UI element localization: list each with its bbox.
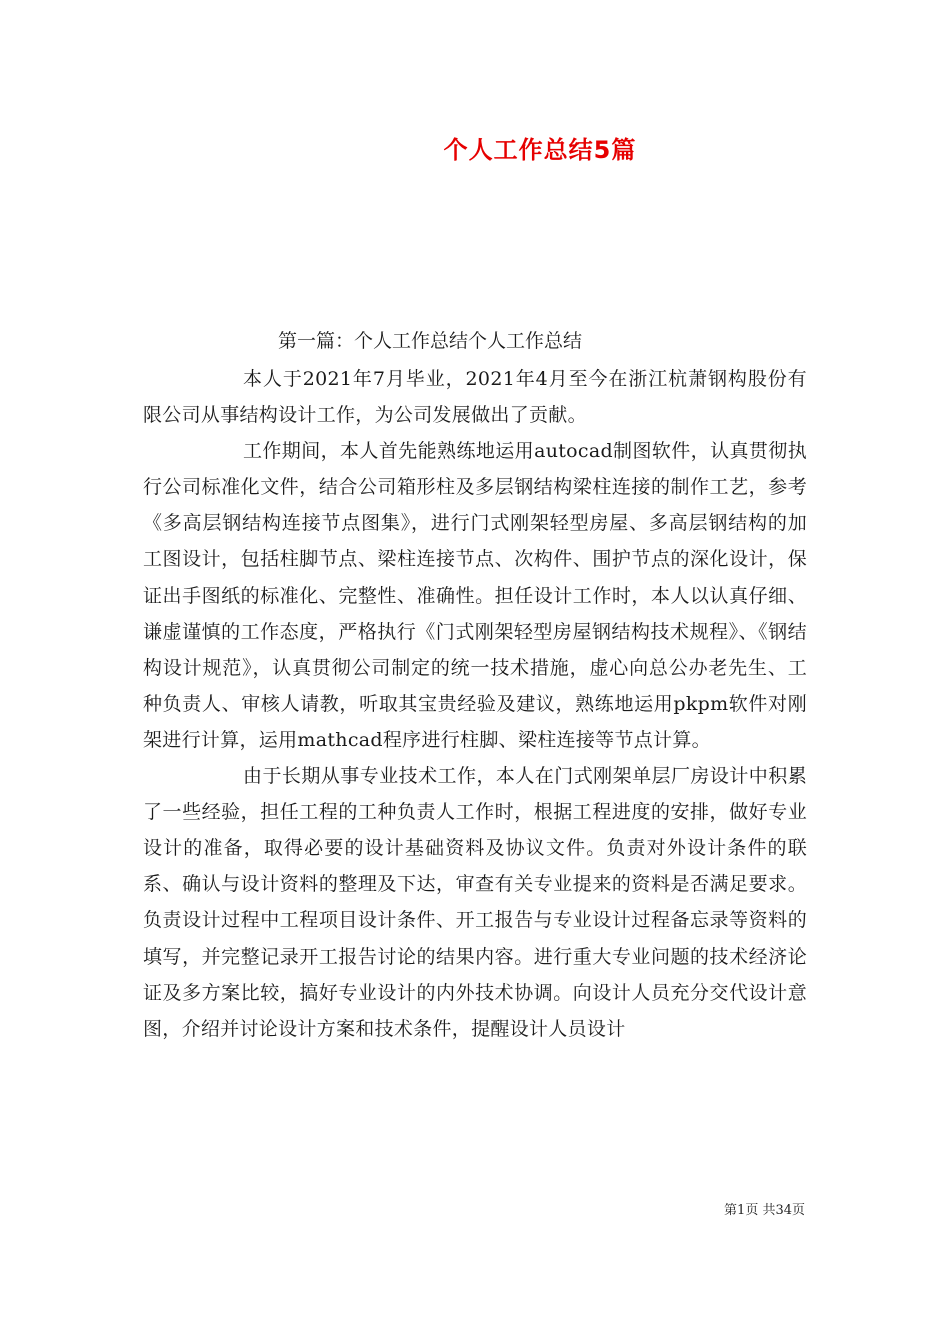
paragraph: 由于长期从事专业技术工作，本人在门式刚架单层厂房设计中积累了一些经验，担任工程的工种负责人工作时，根据工程进度的安排，做好专业设计的准备，取得必要的设计基础资料及协议文件。负责对外设计条件的联系、确认与设计资料的整理及下达，审查有关专业提来的资料是否满足要求。负责设计过程中工程项目设计条件、开工报告与专业设计过程备忘录等资料的填写，并完整记录开工报告讨论的结果内容。进行重大专业问题的技术经济论证及多方案比较，搞好专业设计的内外技术协调。向设计人员充分交代设计意图，介绍并讨论设计方案和技术条件，提醒设计人员设计: [143, 765, 807, 1040]
paragraph: 本人于2021年7月毕业，2021年4月至今在浙江杭萧钢构股份有限公司从事结构设计工作，为公司发展做出了贡献。: [143, 368, 807, 427]
page-number-footer: 第1页 共34页: [724, 1203, 805, 1218]
paragraph: 工作期间，本人首先能熟练地运用autocad制图软件，认真贯彻执行公司标准化文件，结合公司箱形柱及多层钢结构梁柱连接的制作工艺，参考《多高层钢结构连接节点图集》，进行门式刚架轻型房屋、多高层钢结构的加工图设计，包括柱脚节点、梁柱连接节点、次构件、围护节点的深化设计，保证出手图纸的标准化、完整性、准确性。担任设计工作时，本人以认真仔细、谦虚谨慎的工作态度，严格执行《门式刚架轻型房屋钢结构技术规程》、《钢结构设计规范》，认真贯彻公司制定的统一技术措施，虚心向总公办老先生、工种负责人、审核人请教，听取其宝贵经验及建议，熟练地运用pkpm软件对刚架进行计算，运用mathcad程序进行柱脚、梁柱连接等节点计算。: [143, 440, 807, 751]
section-heading: 第一篇：个人工作总结个人工作总结: [278, 330, 583, 352]
body-text: [143, 361, 807, 1047]
document-title: 个人工作总结5篇: [443, 136, 637, 164]
